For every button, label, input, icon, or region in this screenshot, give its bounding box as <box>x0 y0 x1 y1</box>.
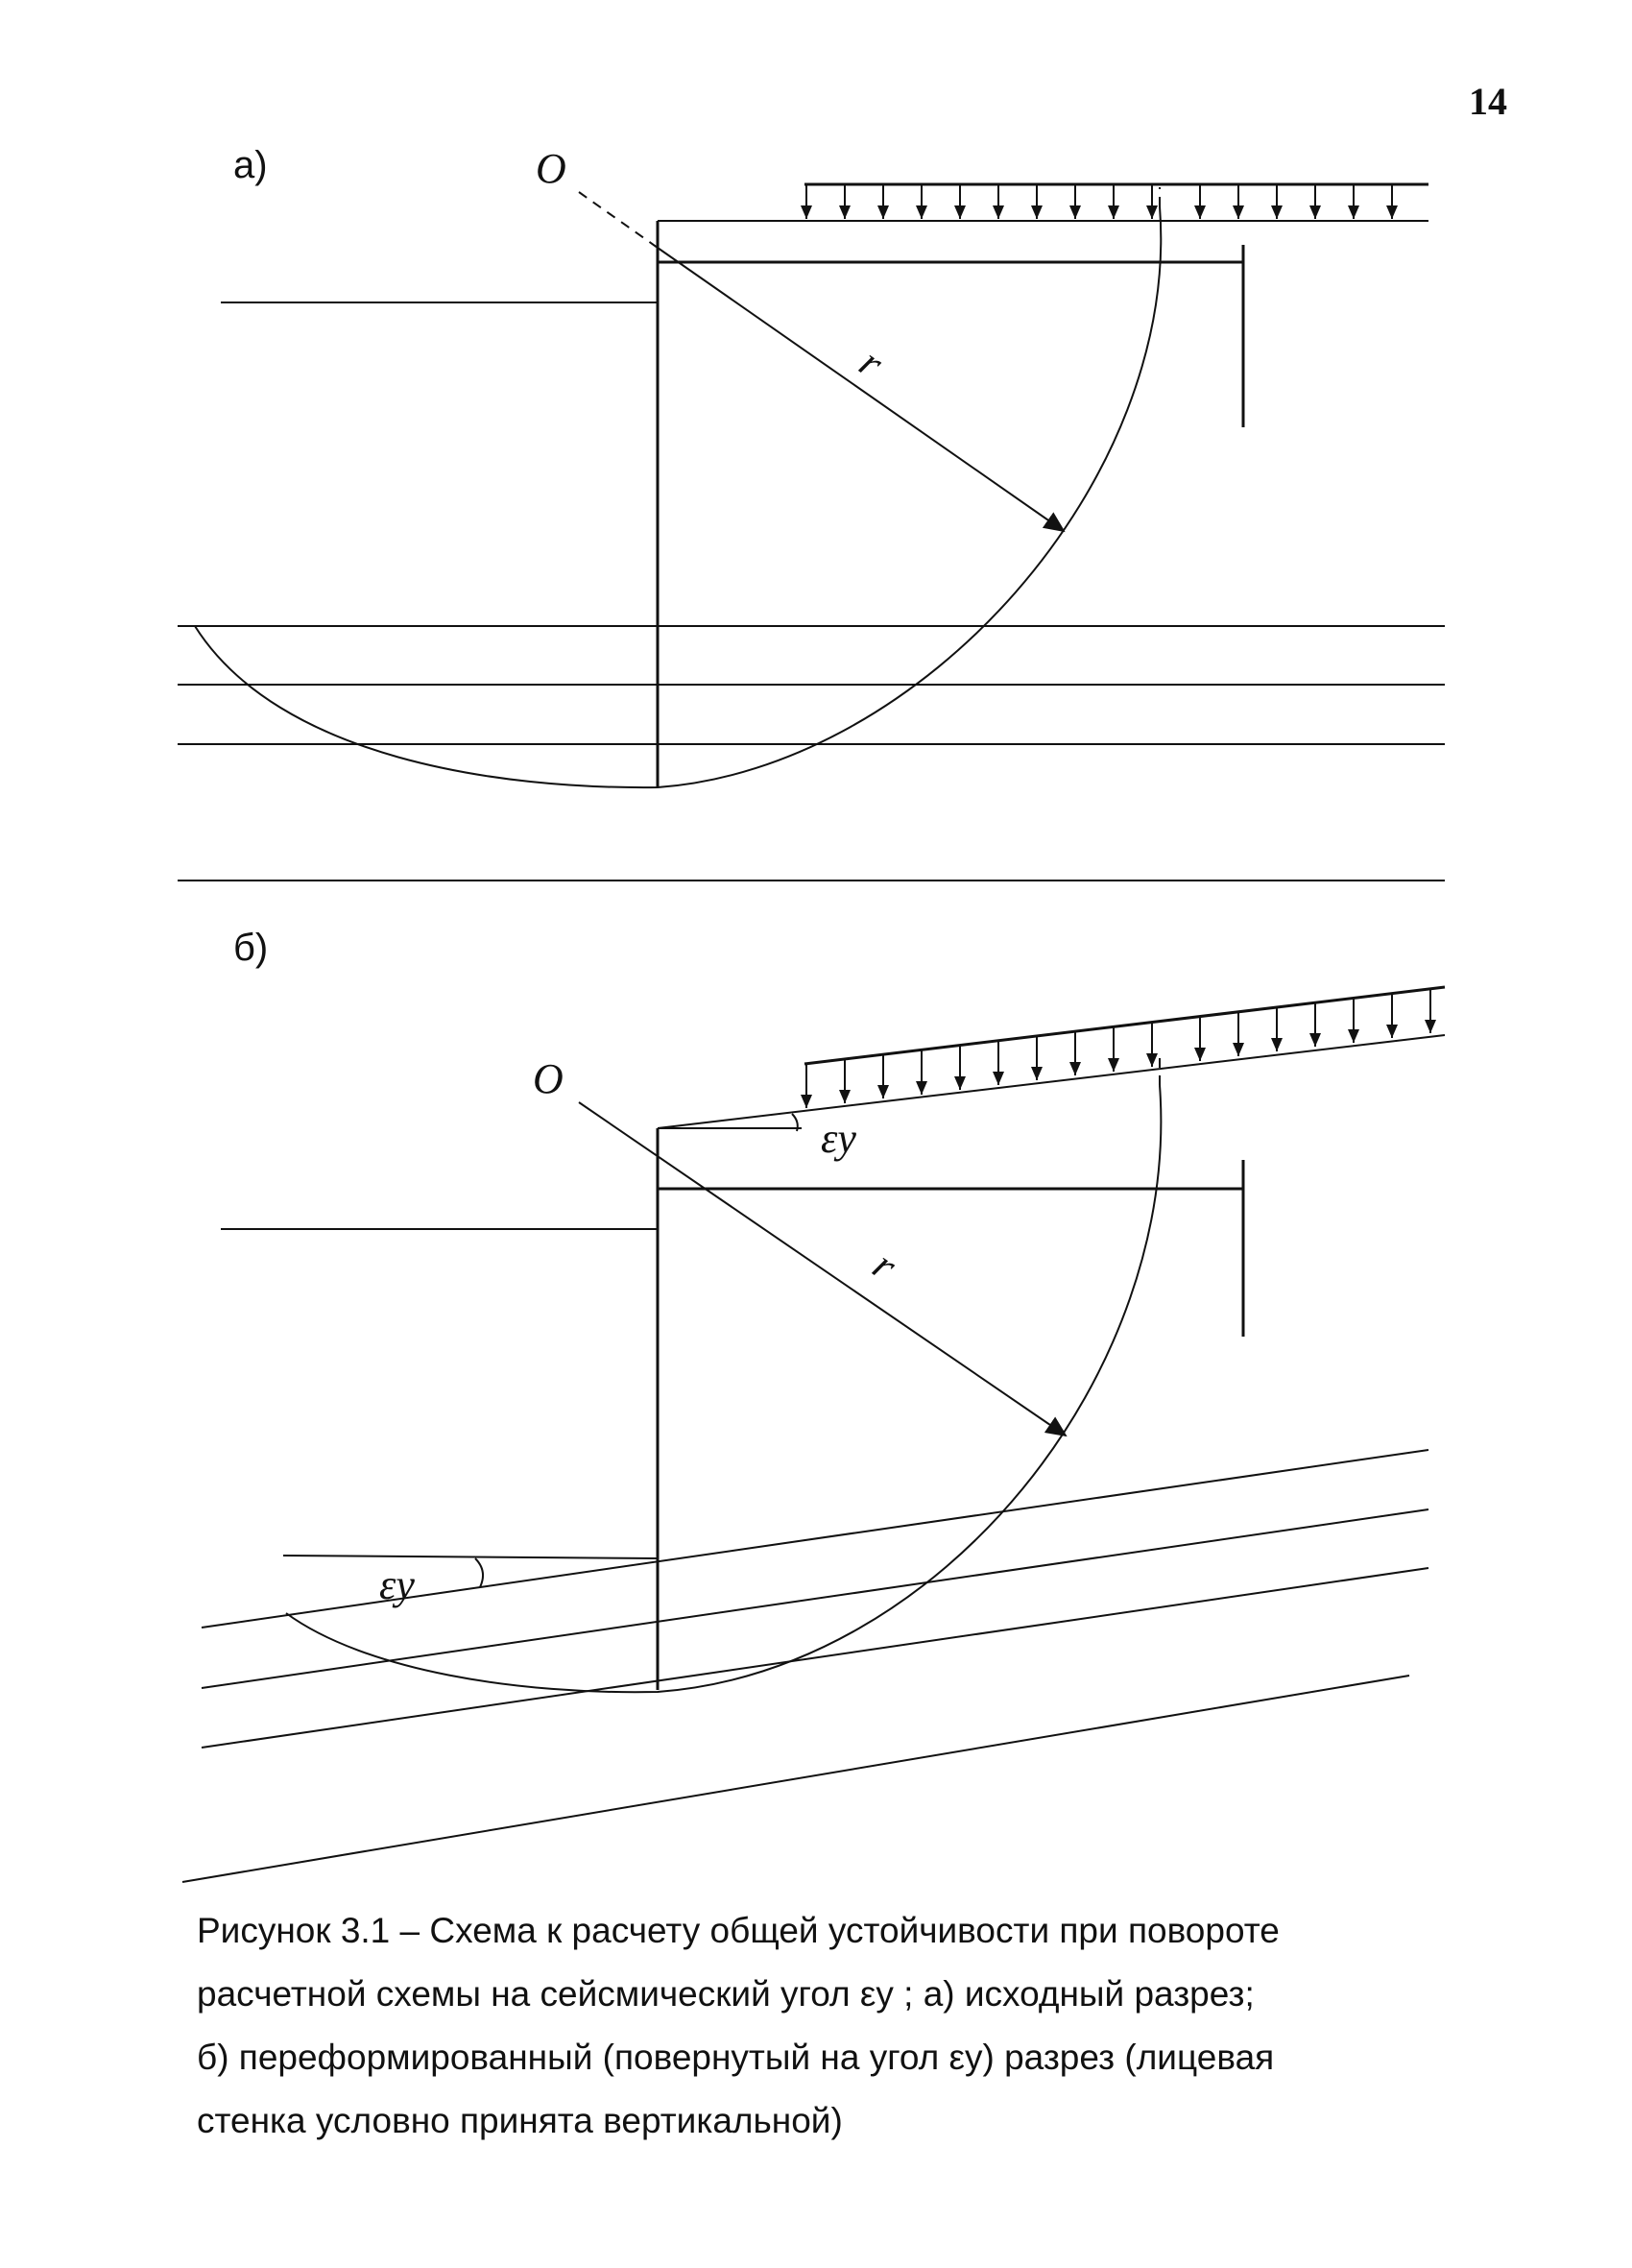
center-label-b: O <box>533 1055 564 1102</box>
caption-line-4: стенка условно принята вертикальной) <box>197 2101 843 2140</box>
angle-ref-line-bottom-b <box>283 1556 658 1558</box>
panel-b-label: б) <box>233 927 269 969</box>
panel-a-diagram <box>178 145 1445 881</box>
angle-arc-bottom-b <box>475 1558 483 1587</box>
load-arrows-a <box>806 184 1392 219</box>
panel-b-diagram <box>182 987 1445 1882</box>
center-label-a: O <box>536 145 566 192</box>
radius-label-a: r <box>851 338 892 387</box>
caption-line-3: б) переформированный (повернутый на угол εy) разрез (лицевая <box>197 2038 1275 2077</box>
ground-surface-b <box>658 1035 1445 1128</box>
angle-label-bottom-b: εy <box>379 1561 415 1608</box>
angle-label-top-b: εy <box>821 1115 856 1162</box>
panel-a-label: а) <box>233 144 268 186</box>
caption-line-2: расчетной схемы на сейсмический угол εy ; а) исходный разрез; <box>197 1974 1255 2014</box>
radius-label-b: r <box>864 1241 905 1290</box>
caption-line-1: Рисунок 3.1 – Схема к расчету общей устойчивости при повороте <box>197 1911 1280 1950</box>
soil-layer-1-b <box>202 1450 1428 1628</box>
radius-arrow-a <box>658 248 1064 531</box>
radius-dashed-a <box>579 192 658 248</box>
page-number: 14 <box>1469 80 1507 123</box>
soil-layer-4-b <box>182 1676 1409 1882</box>
load-top-line-b <box>804 987 1445 1064</box>
slip-arc-b <box>286 1085 1161 1692</box>
figure-caption <box>197 1899 1502 2153</box>
